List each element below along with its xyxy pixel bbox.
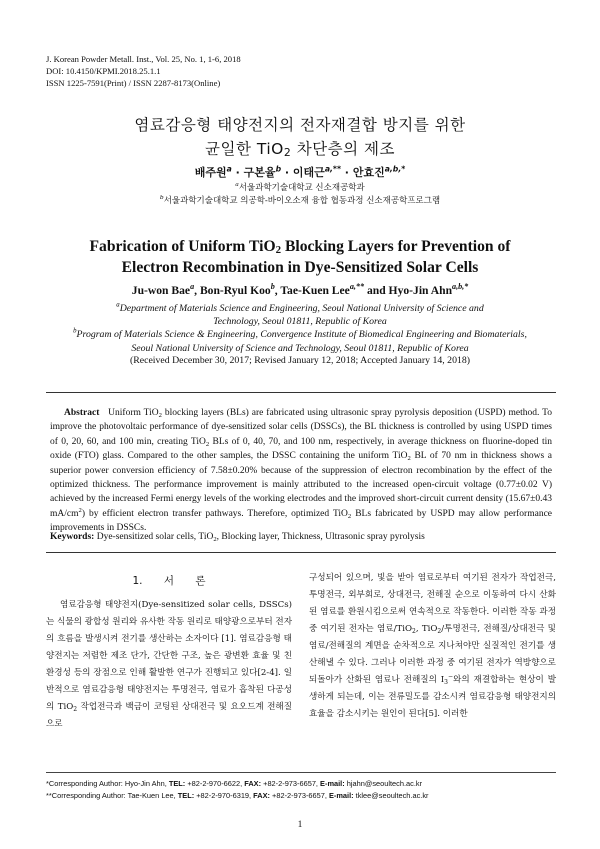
english-title-line1 bbox=[0, 236, 600, 257]
subscript: 2 bbox=[73, 706, 78, 713]
korean-title-line2 bbox=[0, 137, 600, 161]
subscript: 2 bbox=[412, 628, 416, 635]
journal-citation: J. Korean Powder Metall. Inst., Vol. 25, No. 1, 1-6, 2018 bbox=[46, 54, 241, 64]
author-superscript: a,** bbox=[324, 164, 341, 174]
keywords-label: Keywords: bbox=[50, 532, 95, 542]
footnote-text: +82-2-973-6657, bbox=[261, 779, 321, 788]
english-affiliation-a-line2: Technology, Seoul 01811, Republic of Korea bbox=[213, 316, 387, 328]
author-name: 구본율 bbox=[243, 166, 276, 179]
page-number: 1 bbox=[297, 820, 303, 830]
affiliation-text: Department of Materials Science and Engineering, Seoul National University of Science and bbox=[119, 303, 484, 314]
footnote-corresponding-1 bbox=[46, 778, 556, 790]
footnote-text: +82-2-973-6657, bbox=[270, 791, 329, 801]
affiliation-superscript: b bbox=[159, 194, 164, 202]
footnote-email[interactable]: tklee@seoultech.ac.kr bbox=[353, 791, 429, 801]
body-text: 구성되어 있으며, 빛을 받아 염료로부터 여기된 전자가 작업전극, 투명전극, 외부회로, 상대전극, 전해질 순으로 이동하여 다시 산화된 염료를 환원시킴으로써 연속적으로 작동한다. 이러한 작동 과정 중 여기된 전자는 염료/TiO bbox=[309, 573, 556, 634]
abstract-top-rule bbox=[46, 392, 556, 393]
author-name: Hyo-Jin Ahn bbox=[388, 284, 453, 297]
author-superscript: b bbox=[270, 282, 275, 292]
korean-title-text: 차단층의 제조 bbox=[291, 140, 395, 158]
fax-label: FAX: bbox=[244, 779, 262, 788]
subscript: 2 bbox=[347, 512, 352, 520]
author-superscript: a,b,* bbox=[452, 282, 469, 292]
journal-issn: ISSN 1225-7591(Print) / ISSN 2287-8173(Online) bbox=[46, 77, 221, 88]
subscript: 3 bbox=[444, 679, 448, 686]
separator: and bbox=[364, 284, 389, 297]
body-text: 작업전극과 백금이 코팅된 상대전극 및 요오드계 전해질으로 bbox=[46, 702, 293, 729]
korean-title bbox=[0, 113, 600, 161]
tel-label: TEL: bbox=[177, 791, 195, 801]
subscript: 2 bbox=[158, 412, 162, 419]
body-column-right bbox=[309, 570, 556, 723]
author-superscript: a,b,* bbox=[384, 164, 406, 174]
footnotes bbox=[46, 778, 556, 803]
body-text: /투명전극, 전해질/상대전극 및 염료/전해질의 계면을 순차적으로 지나쳐야만 실질적인 전기를 생산해낼 수 있다. 그러나 이러한 과정 중 여기된 전자가 역방향으로 되돌아가 산화된 염료나 전해질의 I bbox=[309, 624, 556, 685]
affiliation-text: 서울과학기술대학교 신소재공학과 bbox=[238, 183, 365, 193]
author-name: 안효진 bbox=[352, 166, 385, 179]
english-affiliations bbox=[30, 302, 570, 355]
body-text: 와의 재결합하는 현상이 발생하게 되는데, 이는 전류밀도를 감소시켜 염료감응형 태양전지의 효율을 감소시키는 원인이 된다[5]. 이러한 bbox=[309, 675, 556, 719]
subscript: 2 bbox=[437, 628, 442, 635]
author-name: 이태근 bbox=[292, 166, 325, 179]
affiliation-superscript: b bbox=[73, 328, 77, 336]
english-title-text: Blocking Layers for Prevention of bbox=[281, 238, 511, 255]
subscript: 2 bbox=[205, 440, 210, 448]
journal-doi: DOI: 10.4150/KPMI.2018.25.1.1 bbox=[46, 65, 161, 76]
abstract bbox=[50, 406, 552, 536]
abstract-bottom-rule bbox=[46, 552, 556, 553]
body-text: , TiO bbox=[415, 624, 438, 634]
abstract-text: BL of 70 nm in thickness shows a superior power conversion efficiency of 7.58±0.20% because of the suppression of electron recombination by the effect of the optimized thickness. The performance improvement is mainly attributed to the increased open-circuit voltage (0.77±0.02 V) achieved by the increased Fermi energy levels of the working electrodes and the improved short-circuit current density (15.67±0.43 mA/cm bbox=[50, 451, 552, 519]
footnote-text: **Corresponding Author: Tae-Kuen Lee, bbox=[46, 791, 178, 801]
superscript: − bbox=[447, 673, 454, 681]
footnote-rule bbox=[46, 772, 556, 773]
keywords-text: Dye-sensitized solar cells, TiO bbox=[94, 532, 214, 542]
body-text: 염료감응형 태양전지(Dye-sensitized solar cells, DSSCs)는 식물의 광합성 원리와 유사한 작동 원리로 태양광으로부터 전자의 흐름을 발생시켜 전기를 생산하는 소자이다 [1]. 염료감응형 태양전지는 저렴한 제조 단가, 간단한 구조, 높은 광변환 효율 및 친환경성 등의 장점으로 인해 활발한 연구가 진행되고 있다[2-4]. 일반적으로 염료감응형 태양전지는 투명전극, 염료가 흡착된 다공성의 TiO bbox=[46, 600, 292, 712]
email-label: E-mail: bbox=[328, 791, 354, 801]
english-affiliation-b-line2: Seoul National University of Science and Technology, Seoul 01811, Republic of Korea bbox=[131, 342, 469, 354]
korean-authors bbox=[0, 164, 600, 180]
korean-affiliation-a bbox=[0, 182, 600, 195]
abstract-label: Abstract bbox=[64, 408, 100, 418]
affiliation-superscript: a bbox=[235, 181, 239, 189]
english-affiliation-a bbox=[30, 302, 570, 315]
author-superscript: a bbox=[190, 282, 195, 292]
journal-info bbox=[46, 54, 241, 89]
footnote-email[interactable]: hjahn@seoultech.ac.kr bbox=[344, 779, 423, 788]
english-title-line2: Electron Recombination in Dye-Sensitized Solar Cells bbox=[121, 259, 479, 276]
subscript: 2 bbox=[407, 455, 411, 463]
subscript: 2 bbox=[213, 536, 217, 543]
separator: · bbox=[281, 166, 293, 179]
author-name: Tae-Kuen Lee bbox=[280, 284, 350, 297]
korean-title-line1: 염료감응형 태양전지의 전자재결합 방지를 위한 bbox=[134, 116, 466, 134]
english-title bbox=[0, 236, 600, 278]
body-paragraph bbox=[46, 597, 292, 733]
fax-label: FAX: bbox=[253, 791, 270, 801]
footnote-text: *Corresponding Author: Hyo-Jin Ahn, bbox=[46, 779, 169, 788]
english-authors bbox=[0, 284, 600, 297]
footnote-corresponding-2 bbox=[46, 790, 556, 802]
separator: · bbox=[231, 166, 244, 179]
author-name: 배주원 bbox=[194, 166, 227, 179]
korean-affiliation-b bbox=[0, 195, 600, 208]
subscript: 2 bbox=[283, 146, 292, 159]
author-superscript: b bbox=[275, 164, 282, 174]
author-name: Ju-won Bae bbox=[131, 284, 191, 297]
affiliation-text: Program of Materials Science & Engineering, Convergence Institute of Biomedical Engineering and Biomaterials, bbox=[76, 329, 527, 341]
english-title-text: Fabrication of Uniform TiO bbox=[89, 238, 276, 255]
affiliation-superscript: a bbox=[116, 301, 120, 309]
abstract-text: BLs fabricated by USPD may allow performance improvements in DSSCs. bbox=[50, 508, 552, 534]
korean-title-text: 균일한 TiO bbox=[205, 140, 284, 158]
author-name: Bon-Ryul Koo bbox=[199, 284, 271, 297]
separator: · bbox=[340, 166, 353, 179]
abstract-text: Uniform TiO bbox=[108, 408, 159, 418]
footnote-text: +82-2-970-6319, bbox=[194, 791, 254, 801]
superscript: 2 bbox=[78, 506, 82, 514]
body-column-left bbox=[46, 597, 292, 733]
affiliation-text: 서울과학기술대학교 의공학-바이오소재 융합 협동과정 신소재공학프로그램 bbox=[163, 196, 441, 206]
received-dates: (Received December 30, 2017; Revised January 12, 2018; Accepted January 14, 2018) bbox=[129, 355, 471, 366]
separator: , bbox=[274, 284, 281, 297]
author-superscript: a,** bbox=[349, 282, 365, 292]
korean-affiliations bbox=[0, 182, 600, 208]
subscript: 2 bbox=[275, 244, 282, 256]
section-heading: 1. 서 론 bbox=[132, 575, 206, 587]
footnote-text: +82-2-970-6622, bbox=[185, 779, 245, 788]
abstract-text: ) by efficient electron transfer pathways. Therefore, optimized TiO bbox=[81, 508, 348, 519]
keywords-text: , Blocking layer, Thickness, Ultrasonic spray pyrolysis bbox=[216, 532, 425, 542]
abstract-text: BLs of 0, 40, 70, and 100 nm, respectively, in average thickness on fluorine-doped tin oxide (FTO) glass. Compared to the other samples, the DSSC containing the uniform TiO bbox=[50, 436, 552, 462]
author-superscript: a bbox=[226, 164, 232, 174]
tel-label: TEL: bbox=[168, 779, 186, 788]
english-affiliation-b bbox=[30, 328, 570, 341]
email-label: E-mail: bbox=[320, 779, 345, 788]
abstract-text: blocking layers (BLs) are fabricated using ultrasonic spray pyrolysis deposition (USPD) method. To improve the photovoltaic performance of dye-sensitized solar cells (DSSCs), the BL thickness is controlled by using USPD times of 0, 20, 60, and 100 min, creating TiO bbox=[50, 408, 553, 447]
separator: , bbox=[194, 284, 200, 297]
body-paragraph bbox=[309, 570, 556, 723]
keywords bbox=[50, 532, 552, 542]
